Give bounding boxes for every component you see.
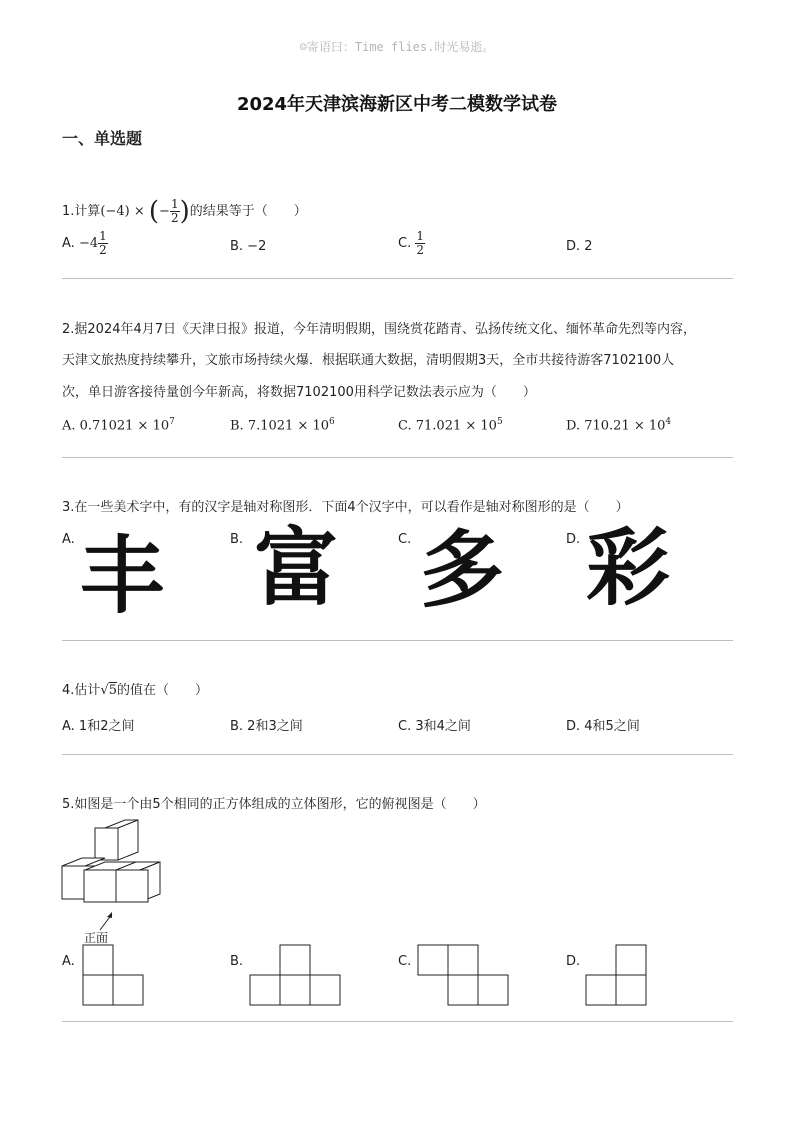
top-view-option-c	[417, 944, 509, 1006]
divider	[62, 457, 733, 458]
question-5-option-d-label[interactable]: D.	[566, 954, 581, 969]
top-view-option-b	[249, 944, 341, 1006]
question-5-option-b-label[interactable]: B.	[230, 954, 244, 969]
divider	[62, 640, 733, 641]
question-4-option-a[interactable]: A. 1和2之间	[62, 719, 135, 734]
cube-stack-figure	[60, 818, 170, 946]
question-2-line-1: 2.据2024年4月7日《天津日报》报道，今年清明假期，围绕赏花踏青、弘扬传统文化、缅怀革命先烈等内容，	[62, 322, 697, 337]
character-feng: 丰	[80, 527, 165, 625]
question-1-minus: −	[159, 204, 170, 219]
question-2-option-c[interactable]: C. $71.021 \times 10^5$	[398, 417, 503, 434]
page-header-motto: ☺寄语曰：Time flies.时光易逝。	[299, 40, 495, 54]
question-1-option-c[interactable]: C. $\frac{1}{2}$	[398, 229, 424, 257]
top-view-option-a	[82, 944, 144, 1006]
question-2-option-b[interactable]: B. $7.1021 \times 10^6$	[230, 417, 335, 434]
question-2-line-3: 次，单日游客接待量创今年新高，将数据7102100用科学记数法表示应为（ ）	[62, 385, 536, 400]
page-title: 2024年天津滨海新区中考二模数学试卷	[236, 94, 558, 115]
character-duo: 多	[420, 521, 505, 619]
question-4-option-d[interactable]: D. 4和5之间	[566, 719, 640, 734]
sqrt-icon: √	[100, 683, 109, 698]
question-1-paren-close: )	[179, 196, 190, 227]
question-4-option-b[interactable]: B. 2和3之间	[230, 719, 303, 734]
question-3-option-a-label[interactable]: A.	[62, 532, 75, 547]
question-4-option-c[interactable]: C. 3和4之间	[398, 719, 471, 734]
question-1-paren-open: (	[148, 196, 160, 227]
option-a-fraction: $\frac{1}{2}$	[99, 229, 107, 257]
question-2-option-d[interactable]: D. $710.21 \times 10^4$	[566, 417, 672, 434]
section-heading: 一、单选题	[62, 129, 143, 148]
character-cai: 彩	[586, 519, 671, 617]
question-1-prefix: 1.计算	[62, 204, 101, 219]
option-c-fraction: $\frac{1}{2}$	[416, 229, 424, 257]
question-1-option-b[interactable]: B. −2	[230, 239, 267, 254]
question-5-option-a-label[interactable]: A.	[62, 954, 75, 969]
question-5-option-c-label[interactable]: C.	[398, 954, 412, 969]
question-3-option-c-label[interactable]: C.	[398, 532, 412, 547]
question-2-line-2: 天津文旅热度持续攀升，文旅市场持续火爆．根据联通大数据，清明假期3天，全市共接待游客7102100人	[62, 353, 675, 368]
question-3-option-b-label[interactable]: B.	[230, 532, 244, 547]
top-view-option-d	[585, 944, 647, 1006]
character-fu: 富	[254, 519, 339, 617]
question-1-option-d[interactable]: D. 2	[566, 239, 593, 254]
question-1-expr: (−4) ×	[100, 204, 145, 219]
question-1-suffix: 的结果等于（ ）	[189, 204, 307, 219]
question-3-stem: 3.在一些美术字中，有的汉字是轴对称图形．下面4个汉字中，可以看作是轴对称图形的是（ ）	[62, 500, 629, 515]
question-1-stem	[62, 198, 307, 225]
question-4-stem: 4.估计√5的值在（ ）	[62, 683, 208, 698]
question-1-option-a[interactable]: A. −4 $\frac{1}{2}$	[62, 229, 107, 257]
question-3-option-d-label[interactable]: D.	[566, 532, 581, 547]
divider	[62, 754, 733, 755]
divider	[62, 1021, 733, 1022]
question-2-option-a[interactable]: A. $0.71021 \times 10^7$	[62, 417, 175, 434]
question-5-stem: 5.如图是一个由5个相同的正方体组成的立体图形，它的俯视图是（ ）	[62, 797, 486, 812]
front-view-label: 正面	[84, 931, 109, 945]
question-1-fraction: $\frac{1}{2}$	[170, 197, 179, 225]
divider	[62, 278, 733, 279]
